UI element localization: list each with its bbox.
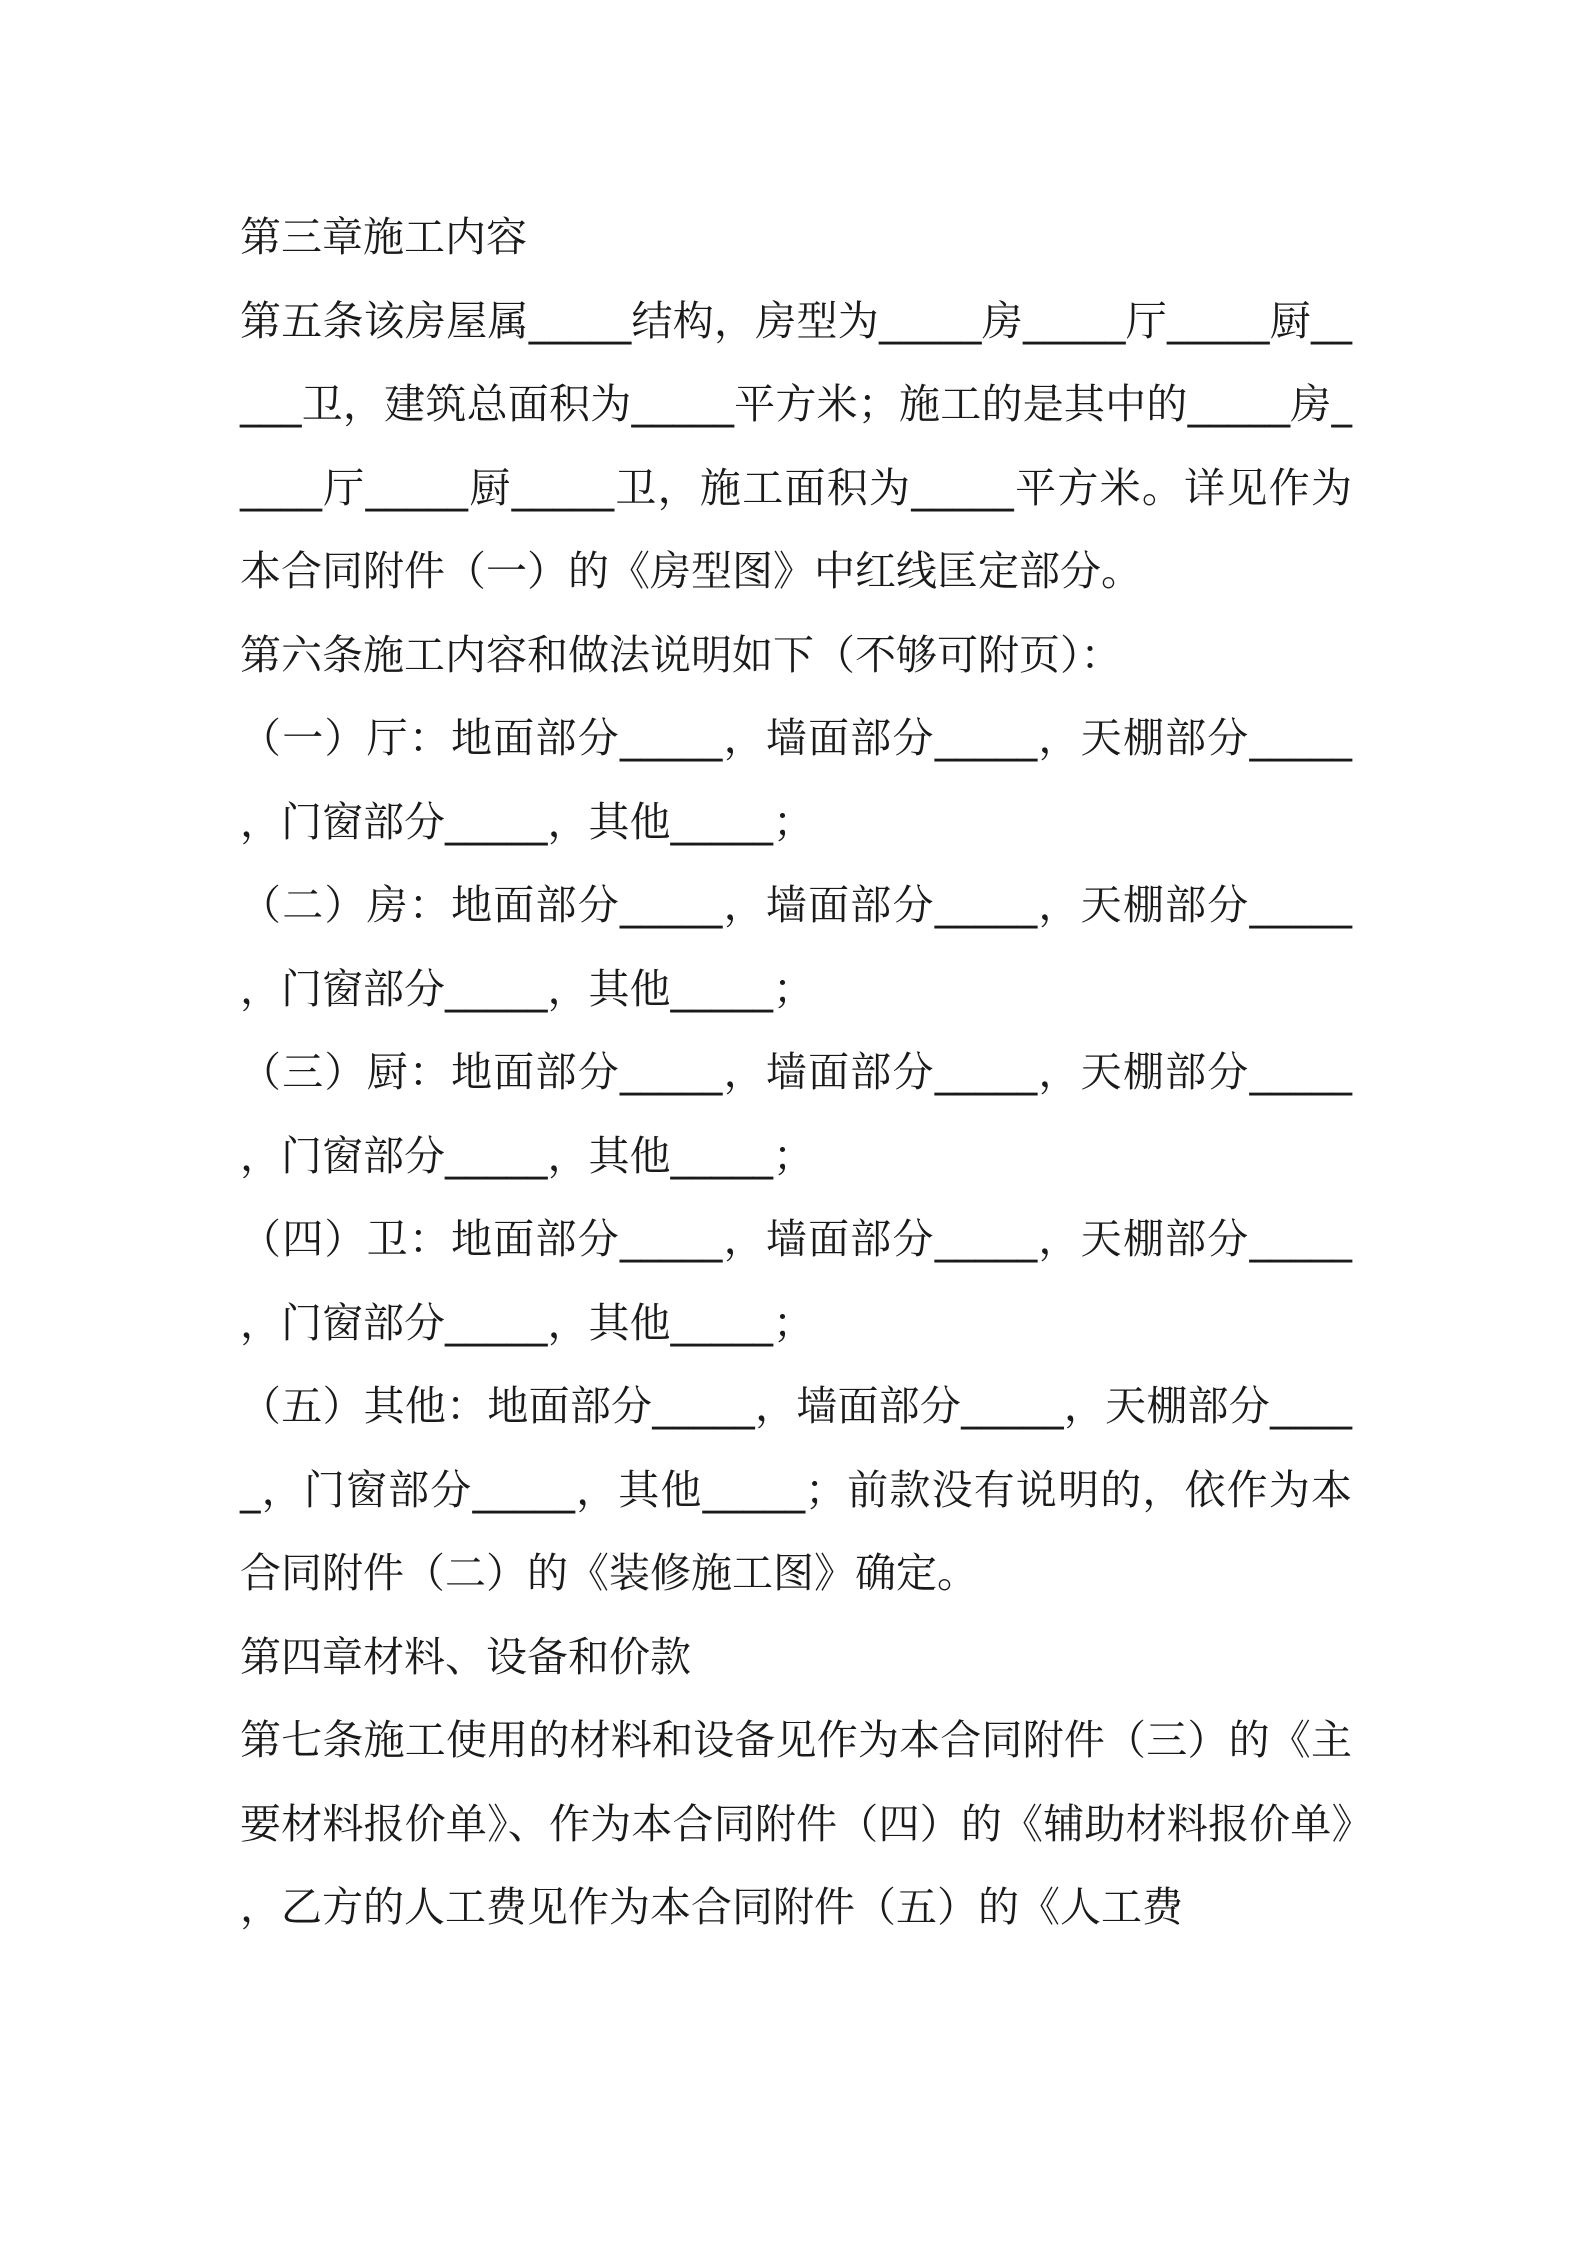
article-five-paragraph: 第五条该房屋属_____结构，房型为_____房_____厅_____厨_____卫，建筑总面积为_____平方米；施工的是其中的_____房_____厅_____厨_____卫，施工面积为_____平方米。详见作为本合同附件（一）的《房型图》中红线匡定部分。 xyxy=(240,296,1352,595)
item-other-paragraph: （五）其他：地面部分_____，墙面部分_____，天棚部分_____，门窗部分_____，其他_____；前款没有说明的，依作为本合同附件（二）的《装修施工图》确定。 xyxy=(240,1382,1352,1597)
article-seven-paragraph: 第七条施工使用的材料和设备见作为本合同附件（三）的《主要材料报价单》、作为本合同附件（四）的《辅助材料报价单》，乙方的人工费见作为本合同附件（五）的《人工费 xyxy=(240,1716,1352,1931)
chapter-four-heading: 第四章材料、设备和价款 xyxy=(240,1632,691,1681)
item-bathroom-paragraph: （四）卫：地面部分_____，墙面部分_____，天棚部分_____，门窗部分_____，其他_____； xyxy=(240,1215,1352,1347)
item-room-paragraph: （二）房：地面部分_____，墙面部分_____，天棚部分_____，门窗部分_____，其他_____； xyxy=(240,881,1352,1013)
document-body xyxy=(240,196,1352,1950)
chapter-three-heading: 第三章施工内容 xyxy=(240,213,527,261)
item-kitchen-paragraph: （三）厨：地面部分_____，墙面部分_____，天棚部分_____，门窗部分_____，其他_____； xyxy=(240,1048,1352,1180)
item-hall-paragraph: （一）厅：地面部分_____，墙面部分_____，天棚部分_____，门窗部分_____，其他_____； xyxy=(240,714,1352,846)
article-six-paragraph: 第六条施工内容和做法说明如下（不够可附页）： xyxy=(240,630,1122,679)
